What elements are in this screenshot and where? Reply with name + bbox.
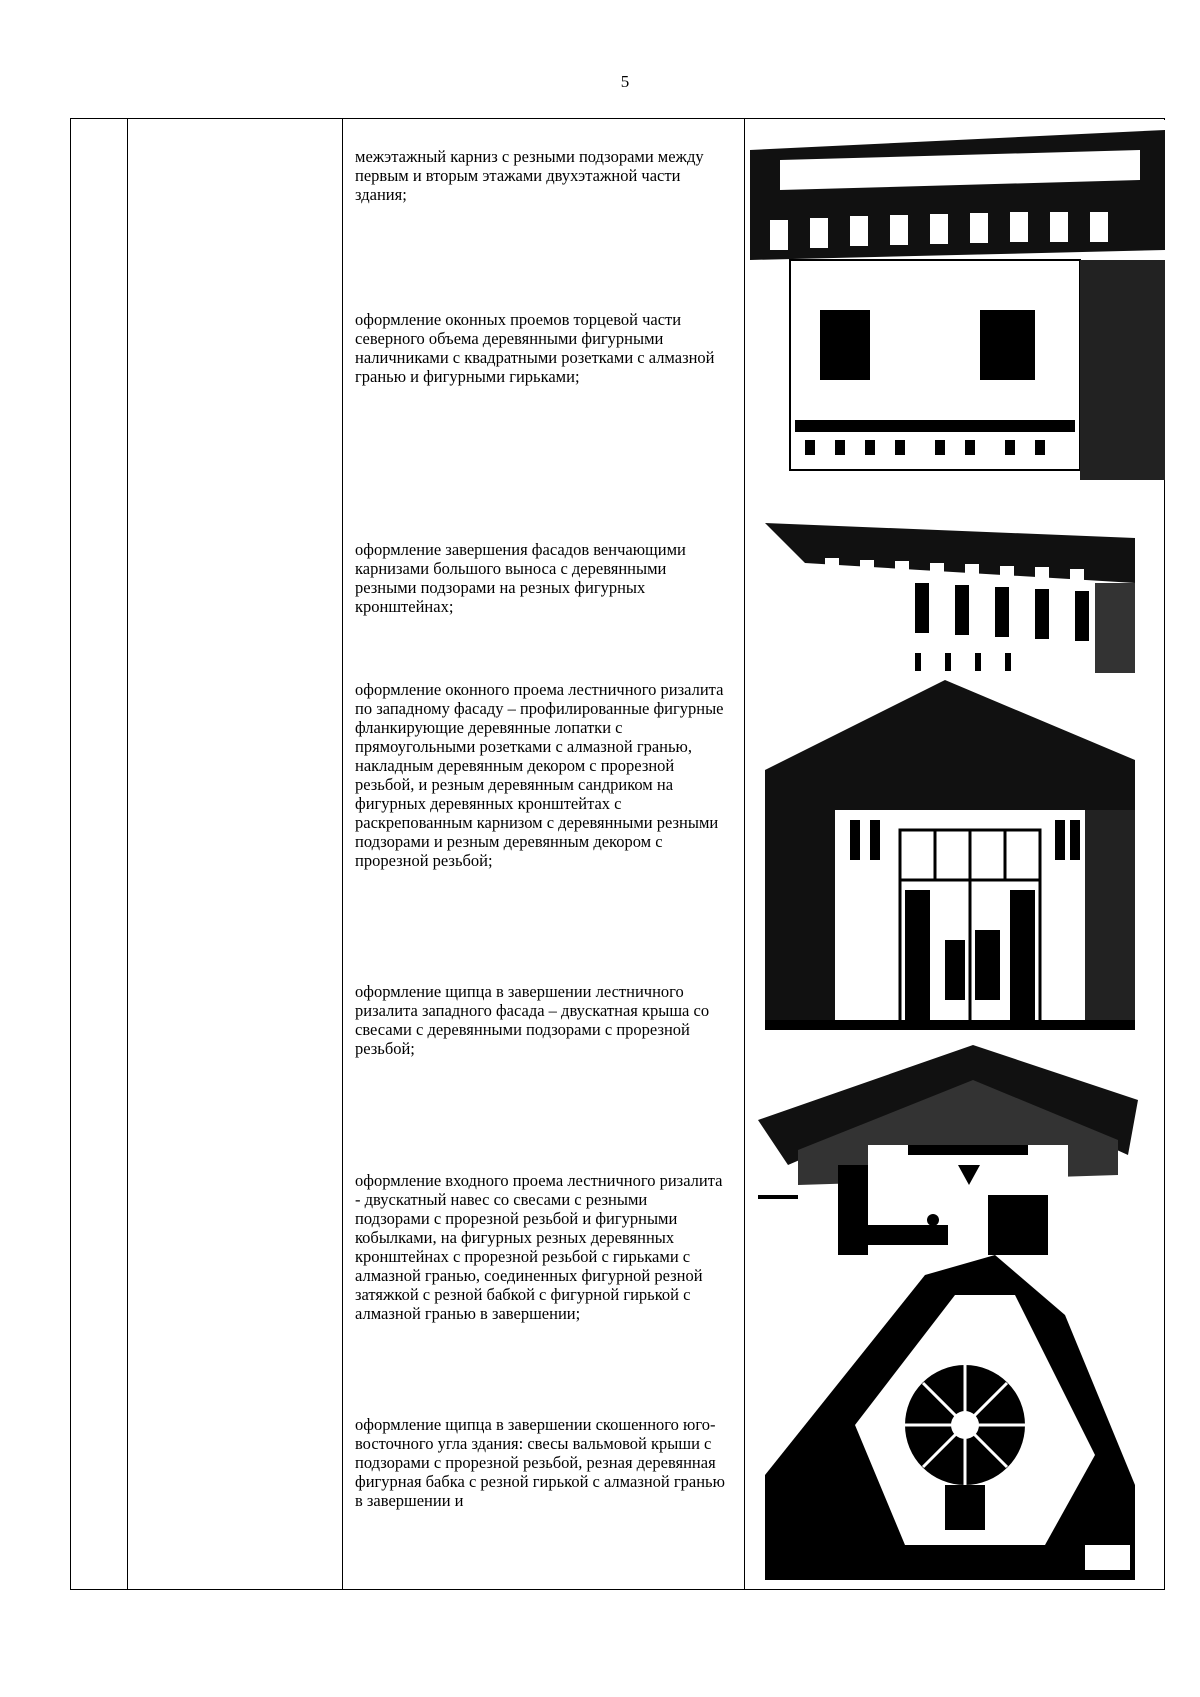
gable-canopy-photo — [758, 1045, 1153, 1255]
item-description: оформление оконного проема лестничного ризалита по западному фасаду – профилированные фигурные фланкирующие деревянные лопатки с прямоугольными розетками с алмазной гранью, накладным деревянным декором с прорезной резьбой, и резным деревянным сандриком на фигурных деревянных кронштейтах с раскрепованным карнизом с деревянными резными подзорами и резным деревянным декором с прорезной резьбой; — [355, 680, 724, 870]
risalit-window-photo — [765, 680, 1135, 1030]
item-description: оформление завершения фасадов венчающими карнизами большого выноса с деревянными резными подзорами на резных фигурных кронштейнах; — [355, 540, 686, 616]
column-divider — [342, 119, 343, 1589]
column-divider — [127, 119, 128, 1589]
item-description: оформление входного проема лестничного ризалита - двускатный навес со свесами с резными подзорами с прорезной резьбой и фигурными кобылками, на фигурных резных деревянных кронштейнах с прорезной резьбой с гирьками с алмазной гранью, соединенных фигурной резной затяжкой с резной бабкой с фигурной гирькой с алмазной гранью в завершении; — [355, 1171, 723, 1323]
item-description: оформление оконных проемов торцевой части северного объема деревянными фигурными наличниками с квадратными розетками с алмазной гранью и фигурными гирьками; — [355, 310, 715, 386]
carved-eave-window-photo — [750, 120, 1165, 480]
item-description: оформление щипца в завершении лестничного ризалита западного фасада – двускатная крыша со свесами с деревянными подзорами с прорезной резьбой; — [355, 982, 710, 1058]
column-divider — [744, 119, 745, 1589]
item-description: межэтажный карниз с резными подзорами между первым и вторым этажами двухэтажной части здания; — [355, 147, 704, 204]
page-number: 5 — [620, 72, 630, 91]
item-description: оформление щипца в завершении скошенного юго-восточного угла здания: свесы вальмовой крыши с подзорами с прорезной резьбой, резная деревянная фигурная бабка с резной гирькой с алмазной гранью в завершении и — [355, 1415, 725, 1510]
corner-gable-photo — [765, 1255, 1135, 1580]
cornice-brackets-photo — [765, 523, 1135, 673]
